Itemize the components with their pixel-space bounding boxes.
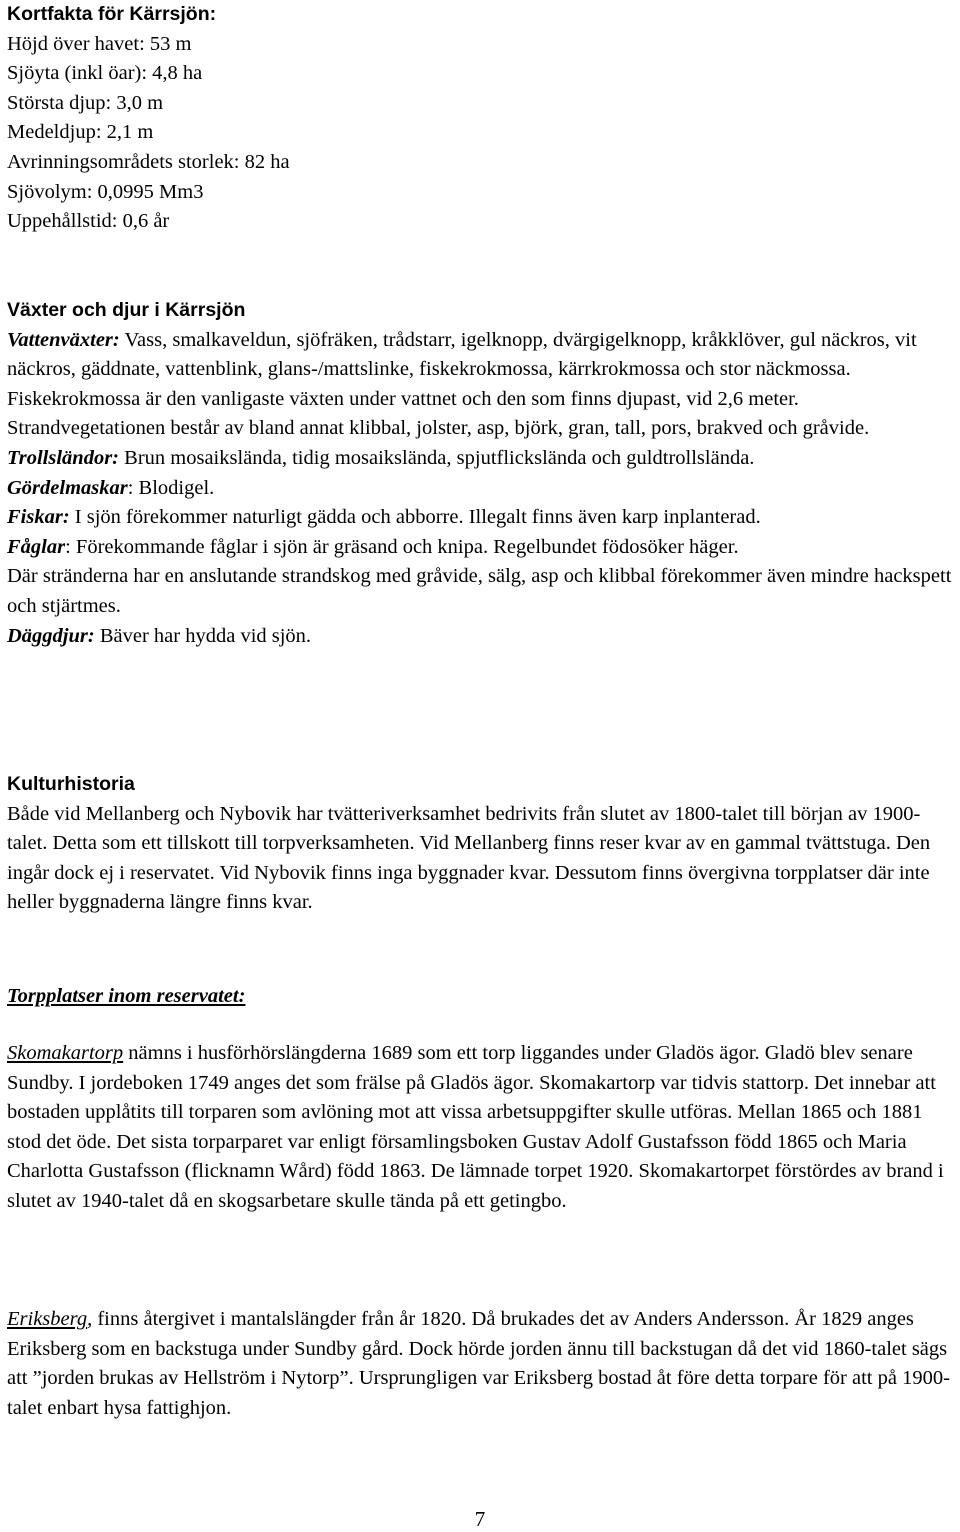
- birds-paragraph: [7, 533, 953, 563]
- aquatic-plants-paragraph: [7, 326, 953, 415]
- culture-history-section: [7, 770, 953, 918]
- page-number: 7: [474, 1507, 486, 1531]
- skomakartorp-text: nämns i husförhörslängderna 1689 som ett torp liggandes under Gladös ägor. Gladö blev senare Sundby. I jordeboken 1749 anges det som frälse på Gladös ägor. Skomakartorp var tidvis stattorp. Det innebar att bostaden upplåtits till torparen som avlöning mot att vissa arbetsuppgifter skulle utföras. Mellan 1865 och 1881 stod det öde. Det sista torparparet var enligt församlingsboken Gustav Adolf Gustafsson född 1865 och Maria Charlotta Gustafsson (flicknamn Wård) född 1863. De lämnade torpet 1920. Skomakartorpet förstördes av brand i slutet av 1940-talet då en skogsarbetare skulle tända på ett getingbo.: [7, 1042, 944, 1212]
- eriksberg-name: Eriksberg: [7, 1308, 88, 1330]
- culture-paragraph: Både vid Mellanberg och Nybovik har tvätteriverksamhet bedrivits från slutet av 1800-talet till början av 1900-talet. Detta som ett tillskott till torpverksamheten. Vid Mellanberg finns reser kvar av en gammal tvättstuga. Den ingår dock ej i reservatet. Vid Nybovik finns inga byggnader kvar. Dessutom finns övergivna torpplatser där inte heller byggnaderna längre finns kvar.: [7, 802, 931, 914]
- skomakartorp-name: Skomakartorp: [7, 1042, 124, 1064]
- worms-label: Gördelmaskar: [7, 476, 128, 499]
- facts-line: Uppehållstid: 0,6 år: [7, 210, 170, 233]
- facts-line: Medeldjup: 2,1 m: [7, 121, 154, 144]
- crofts-heading-block: [7, 982, 953, 1012]
- dragonflies-label: Trollsländor:: [7, 446, 120, 469]
- fish-paragraph: [7, 503, 953, 533]
- facts-line: Avrinningsområdets storlek: 82 ha: [7, 150, 290, 173]
- worms-text: : Blodigel.: [127, 476, 215, 499]
- mammals-paragraph: [7, 622, 953, 652]
- skomakartorp-block: [7, 1039, 953, 1217]
- birds-text: : Förekommande fåglar i sjön är gräsand och knipa. Regelbundet födosöker häger.: [65, 535, 739, 558]
- facts-line: Största djup: 3,0 m: [7, 91, 164, 114]
- facts-section: [7, 0, 953, 237]
- facts-line: Sjövolym: 0,0995 Mm3: [7, 180, 204, 203]
- fish-label: Fiskar:: [7, 506, 70, 529]
- culture-heading: Kulturhistoria: [7, 773, 135, 795]
- aquatic-plants-text: Vass, smalkaveldun, sjöfräken, trådstarr, igelknopp, dvärgigelknopp, kråkklöver, gul näckros, vit näckros, gäddnate, vattenblink, glans-/mattslinke, fiskekrokmossa, kärrkrokmossa och stor näckmossa. Fiskekrokmossa är den vanligaste växten under vattnet och den som finns djupast, vid 2,6 meter.: [7, 328, 917, 410]
- facts-line: Sjöyta (inkl öar): 4,8 ha: [7, 62, 203, 85]
- dragonflies-paragraph: [7, 444, 953, 474]
- shore-forest-paragraph: Där stränderna har en anslutande strandskog med gråvide, sälg, asp och klibbal förekommer även mindre hackspett och stjärtmes.: [7, 565, 952, 617]
- fish-text: I sjön förekommer naturligt gädda och abborre. Illegalt finns även karp inplanterad.: [69, 506, 761, 529]
- skomakartorp-paragraph: [7, 1039, 953, 1217]
- aquatic-plants-label: Vattenväxter:: [7, 328, 120, 351]
- eriksberg-paragraph: [7, 1305, 953, 1423]
- mammals-text: Bäver har hydda vid sjön.: [94, 624, 312, 647]
- worms-paragraph: [7, 474, 953, 504]
- flora-fauna-section: [7, 296, 953, 651]
- flora-heading: Växter och djur i Kärrsjön: [7, 299, 246, 321]
- shore-vegetation-paragraph: Strandvegetationen består av bland annat klibbal, jolster, asp, björk, gran, tall, pors, brakved och gråvide.: [7, 417, 870, 440]
- facts-heading: Kortfakta för Kärrsjön:: [7, 3, 217, 25]
- dragonflies-text: Brun mosaikslända, tidig mosaikslända, spjutflickslända och guldtrollslända.: [119, 446, 755, 469]
- birds-label: Fåglar: [7, 535, 66, 558]
- eriksberg-block: [7, 1305, 953, 1423]
- facts-line: Höjd över havet: 53 m: [7, 32, 192, 55]
- eriksberg-text: , finns återgivet i mantalslängder från år 1820. Då brukades det av Anders Andersson. År 1829 anges Eriksberg som en backstuga under Sundby gård. Dock hörde jorden ännu till backstugan då det vid 1860-talet sägs att ”jorden brukas av Hellström i Nytorp”. Ursprungligen var Eriksberg bostad åt före detta torpare för att på 1900-talet enbart hysa fattighjon.: [7, 1308, 950, 1419]
- mammals-label: Däggdjur:: [7, 624, 95, 647]
- crofts-heading: Torpplatser inom reservatet:: [7, 985, 246, 1007]
